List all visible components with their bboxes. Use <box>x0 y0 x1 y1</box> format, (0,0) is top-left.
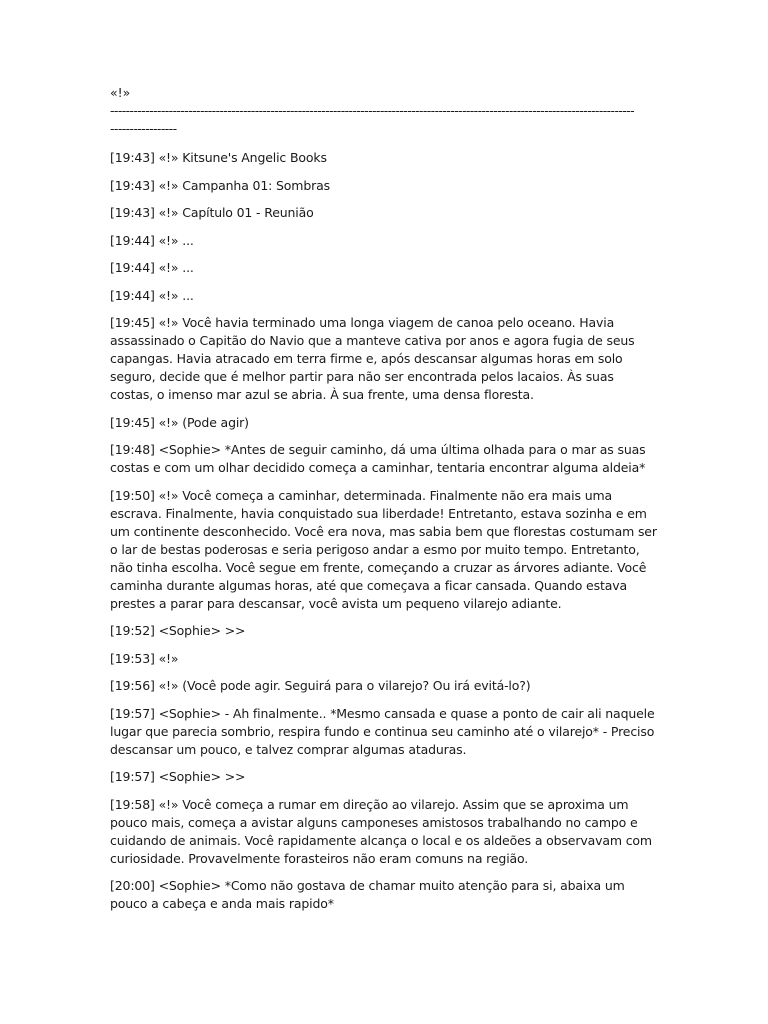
message-text: «!» Kitsune's Angelic Books <box>158 150 327 165</box>
separator-dashes-tail: ----------------- <box>110 121 177 136</box>
chat-message <box>110 487 658 613</box>
chat-message <box>110 232 658 250</box>
chat-message <box>110 677 658 695</box>
chat-message <box>110 204 658 222</box>
message-text: <Sophie> *Como não gostava de chamar muito atenção para si, abaixa um pouco a cabeça e anda mais rapido* <box>110 878 625 911</box>
message-timestamp: [20:00] <box>110 878 155 893</box>
message-text: «!» Campanha 01: Sombras <box>158 177 330 193</box>
message-timestamp: [19:52] <box>110 623 155 638</box>
chat-message <box>110 177 658 195</box>
chat-message <box>110 314 658 404</box>
separator-line <box>110 102 658 138</box>
message-timestamp: [19:44] <box>110 260 155 275</box>
message-timestamp: [19:44] <box>110 287 155 303</box>
chat-message <box>110 441 658 477</box>
message-text: «!» Você havia terminado uma longa viagem de canoa pelo oceano. Havia assassinado o Capitão do Navio que a manteve cativa por anos e agora fugia de seus capangas. Havia atracado em terra firme e, após descansar algumas horas em solo seguro, decide que é melhor partir para não ser encontrada pelos lacaios. Às suas costas, o imenso mar azul se abria. À sua frente, uma densa floresta. <box>110 315 635 402</box>
message-text: <Sophie> - Ah finalmente.. *Mesmo cansada e quase a ponto de cair ali naquele lugar que parecia sombrio, respira fundo e continua seu caminho até o vilarejo* - Preciso descansar um pouco, e talvez comprar algumas ataduras. <box>110 705 655 757</box>
message-text: «!» ... <box>158 232 194 248</box>
message-timestamp: [19:43] <box>110 177 155 193</box>
message-text: «!» (Pode agir) <box>158 414 249 430</box>
message-timestamp: [19:56] <box>110 678 155 693</box>
chat-message <box>110 622 658 640</box>
document-page <box>110 84 658 923</box>
chat-message <box>110 414 658 432</box>
chat-log <box>110 149 658 913</box>
message-text: «!» <box>158 650 179 666</box>
message-text: <Sophie> >> <box>158 769 246 784</box>
chat-message <box>110 705 658 759</box>
message-timestamp: [19:53] <box>110 650 155 666</box>
message-timestamp: [19:44] <box>110 232 155 248</box>
chat-message <box>110 768 658 786</box>
message-text: «!» ... <box>158 260 194 275</box>
message-timestamp: [19:45] <box>110 315 155 330</box>
message-timestamp: [19:45] <box>110 414 155 430</box>
message-text: «!» Você começa a rumar em direção ao vilarejo. Assim que se aproxima um pouco mais, começa a avistar alguns camponeses amistosos trabalhando no campo e cuidando de animais. Você rapidamente alcança o local e os aldeões a observavam com curiosidade. Provavelmente forasteiros não eram comuns na região. <box>110 796 652 866</box>
chat-message <box>110 149 658 167</box>
message-timestamp: [19:57] <box>110 769 155 784</box>
message-timestamp: [19:50] <box>110 487 155 503</box>
message-text: «!» ... <box>158 287 194 303</box>
message-timestamp: [19:57] <box>110 705 155 721</box>
document-header: «!» <box>110 85 131 100</box>
message-timestamp: [19:43] <box>110 205 155 220</box>
separator-dashes: -------------------------------------------------------------------------------------------------------------------------------------- <box>110 103 635 118</box>
message-text: «!» (Você pode agir. Seguirá para o vilarejo? Ou irá evitá-lo?) <box>158 678 531 693</box>
message-text: <Sophie> >> <box>158 623 246 638</box>
chat-message <box>110 259 658 277</box>
message-text: «!» Você começa a caminhar, determinada. Finalmente não era mais uma escrava. Finalmente, havia conquistado sua liberdade! Entretanto, estava sozinha e em um continente desconhecido. Você era nova, mas sabia bem que florestas costumam ser o lar de bestas poderosas e seria perigoso andar a esmo por muito tempo. Entretanto, não tinha escolha. Você segue em frente, começando a cruzar as árvores adiante. Você caminha durante algumas horas, até que começava a ficar cansada. Quando estava prestes a parar para descansar, você avista um pequeno vilarejo adiante. <box>110 487 657 611</box>
message-timestamp: [19:58] <box>110 796 155 812</box>
message-text: <Sophie> *Antes de seguir caminho, dá uma última olhada para o mar as suas costas e com um olhar decidido começa a caminhar, tentaria encontrar alguma aldeia* <box>110 442 646 475</box>
message-timestamp: [19:43] <box>110 150 155 165</box>
chat-message <box>110 796 658 868</box>
chat-message <box>110 650 658 668</box>
chat-message <box>110 287 658 305</box>
message-text: «!» Capítulo 01 - Reunião <box>158 205 314 220</box>
chat-message <box>110 877 658 913</box>
message-timestamp: [19:48] <box>110 442 155 457</box>
